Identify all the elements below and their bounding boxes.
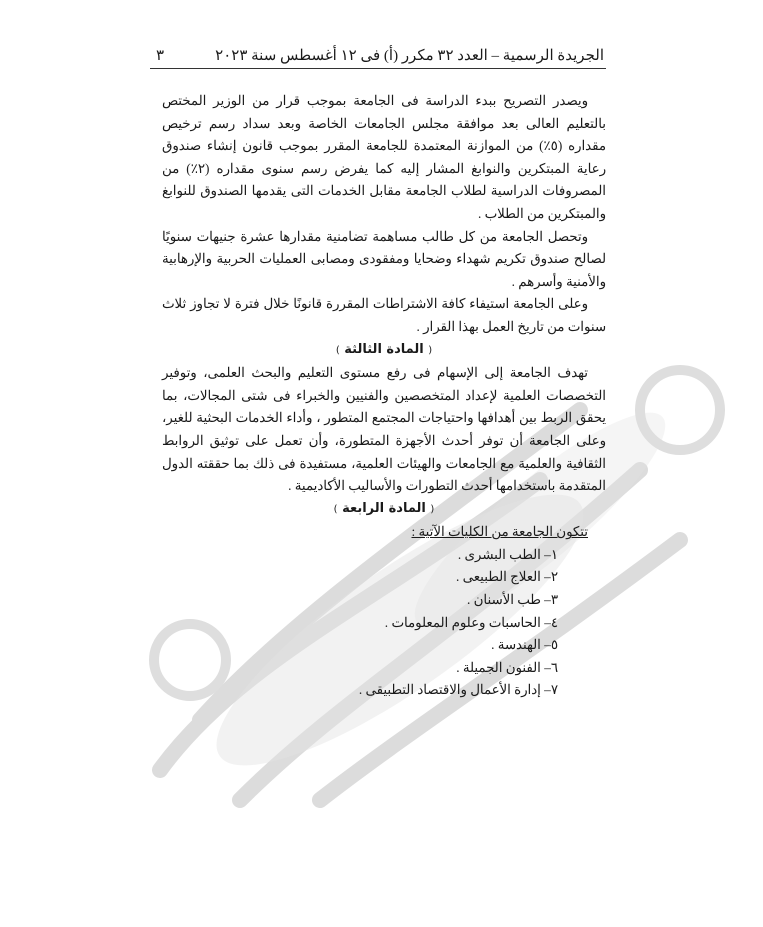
paragraph: ويصدر التصريح ببدء الدراسة فى الجامعة بموجب قرار من الوزير المختص بالتعليم العالى بعد موافقة مجلس الجامعات الخاصة وبعد سداد رسم ترخيص مقداره (٥٪) من الموازنة المعتمدة للجامعة المقرر بموجب قانون إنشاء صندوق رعاية المبتكرين والنوابغ المشار إليه كما يفرض رسم سنوى مقداره (٢٪) من المصروفات الدراسية لطلاب الجامعة مقابل الخدمات التى يقدمها الصندوق للنوابغ والمبتكرين من الطلاب . (162, 93, 606, 221)
list-item: ٣– طب الأسنان . (467, 592, 558, 608)
article-4-intro: تتكون الجامعة من الكليات الآتية : (411, 524, 588, 540)
list-item: ١– الطب البشرى . (457, 546, 558, 562)
header-title: الجريدة الرسمية – العدد ٣٢ مكرر (أ) فى ١٢ أغسطس سنة ٢٠٢٣ (215, 47, 604, 64)
paragraph: وعلى الجامعة استيفاء كافة الاشتراطات المقررة قانونًا خلال فترة لا تجاوز ثلاث سنوات من تاريخ العمل بهذا القرار . (162, 296, 606, 334)
article-3-heading: ( المادة الثالثة ) (335, 341, 433, 357)
page-header (150, 42, 606, 69)
faculties-list (162, 544, 606, 702)
list-item: ٤– الحاسبات وعلوم المعلومات . (384, 614, 558, 630)
article-3-title: المادة الثالثة (344, 341, 424, 357)
document-body (162, 90, 606, 702)
list-item: ٥– الهندسة . (491, 637, 558, 653)
article-4-title: المادة الرابعة (342, 500, 426, 516)
list-item: ٧– إدارة الأعمال والاقتصاد التطبيقى . (358, 682, 558, 698)
list-item: ٦– الفنون الجميلة . (456, 659, 558, 675)
page-number: ٣ (156, 47, 165, 64)
paragraph: وتحصل الجامعة من كل طالب مساهمة تضامنية مقدارها عشرة جنيهات سنويًا لصالح صندوق تكريم شهداء وضحايا ومفقودى ومصابى العمليات الحربية والإرهابية والأمنية وأسرهم . (162, 228, 606, 289)
article-3-text: تهدف الجامعة إلى الإسهام فى رفع مستوى التعليم والبحث العلمى، وتوفير التخصصات العلمية لإعداد المتخصصين والفنيين والخبراء فى شتى المجالات، بما يحقق الربط بين أهدافها واحتياجات المجتمع المتطور ، وأداء الخدمات البحثية للغير، وعلى الجامعة أن توفر أحدث الأجهزة المتطورة، وأن تعمل على توثيق الروابط الثقافية والعلمية مع الجامعات والهيئات العلمية، مستفيدة فى ذلك بما حققته الدول المتقدمة باستخدامها أحدث التطورات والأساليب الأكاديمية . (162, 365, 606, 494)
list-item: ٢– العلاج الطبيعى . (456, 569, 558, 585)
article-4-heading: ( المادة الرابعة ) (333, 500, 435, 516)
